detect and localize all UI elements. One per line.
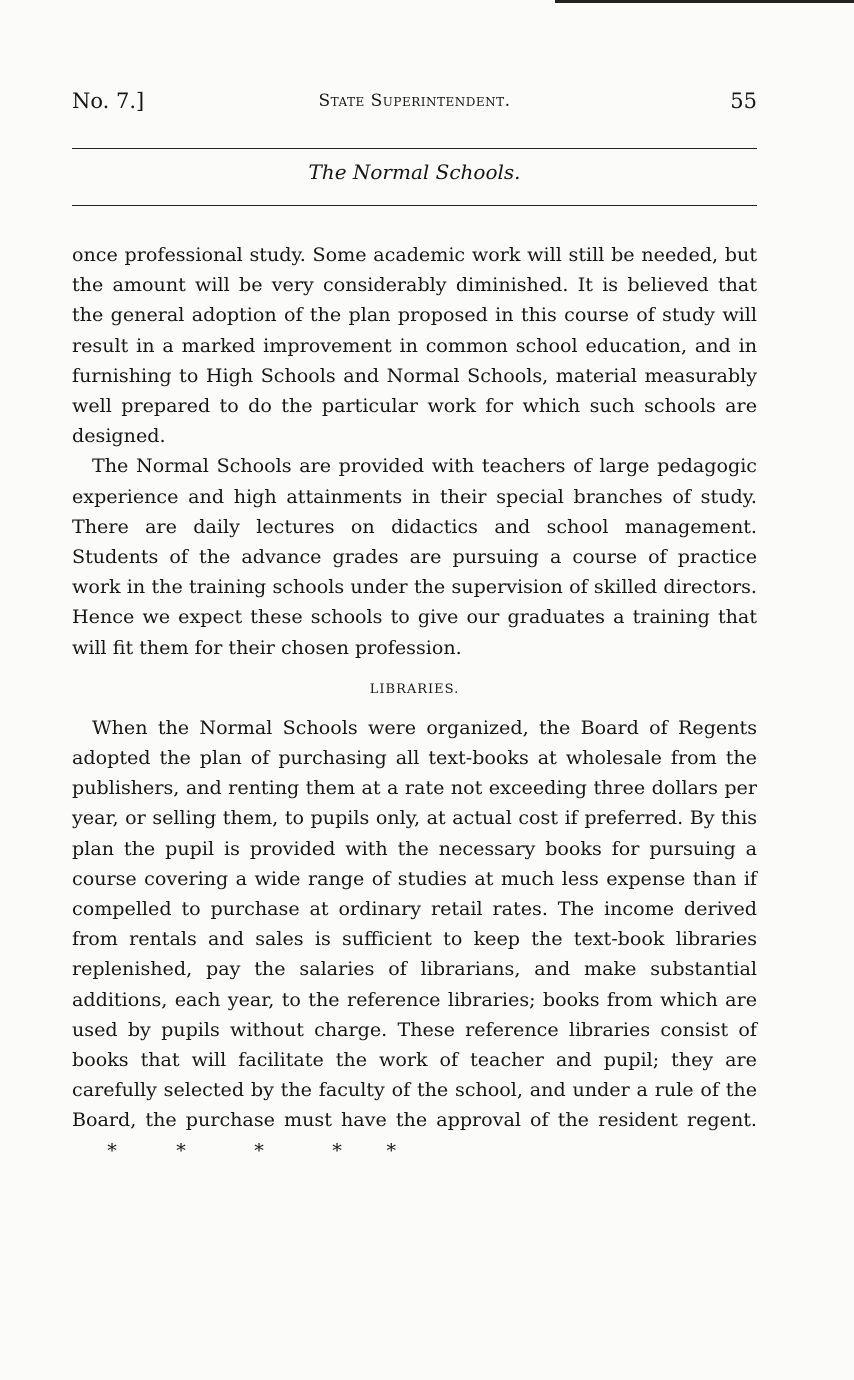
paragraph-normal-schools-teachers: The Normal Schools are provided with teachers of large pedagogic experience and high attainments in their special branches of study. There are daily lectures on didactics and school management. Students of the advance grades are pursuing a course of practice work in the training schools under the supervision of skilled directors. Hence we expect these schools to give our graduates a training that will fit them for their chosen profession. xyxy=(72,454,757,659)
libraries-text: When the Normal Schools were organized, the Board of Regents adopted the plan of purchasing all text-books at wholesale from the publishers, and renting them at a rate not exceeding three dollars per year, or selling them, to pupils only, at actual cost if preferred. By this plan the pupil is provided with the necessary books for pursuing a course covering a wide range of studies at much less expense than if compelled to purchase at ordinary retail rates. The income derived from rentals and sales is sufficient to keep the text-book libraries replenished, pay the salaries of librarians, and make substantial additions, each year, to the reference libraries; books from which are used by pupils without charge. These reference libraries consist of books that will facilitate the work of teacher and pupil; they are carefully selected by the faculty of the school, and under a rule of the Board, the purchase must have the approval of the resident regent. xyxy=(72,715,757,1132)
header-rule-bottom xyxy=(72,205,757,206)
paragraph-libraries xyxy=(72,713,757,1166)
running-title: State Superintendent. xyxy=(318,91,511,111)
running-header xyxy=(72,89,757,119)
page-edge-line xyxy=(555,0,854,3)
paragraph-continued: once professional study. Some academic work will still be needed, but the amount will be very considerably diminished. It is believed that the general adoption of the plan proposed in this course of study will result in a marked improvement in common school education, and in furnishing to High Schools and Normal Schools, material measurably well prepared to do the particular work for which such schools are designed. xyxy=(72,243,757,448)
section-title: The Normal Schools. xyxy=(308,160,521,184)
libraries-heading: LIBRARIES. xyxy=(369,681,460,697)
page-body xyxy=(72,240,757,1166)
ellipsis-stars xyxy=(72,1139,396,1162)
star-mark: * xyxy=(176,1138,186,1162)
header-rule-top xyxy=(72,148,757,149)
star-mark: * xyxy=(386,1138,396,1162)
star-mark: * xyxy=(107,1138,117,1162)
document-number: No. 7.] xyxy=(72,89,145,113)
star-mark: * xyxy=(332,1138,342,1162)
star-mark: * xyxy=(254,1138,264,1162)
page-number: 55 xyxy=(730,89,757,113)
